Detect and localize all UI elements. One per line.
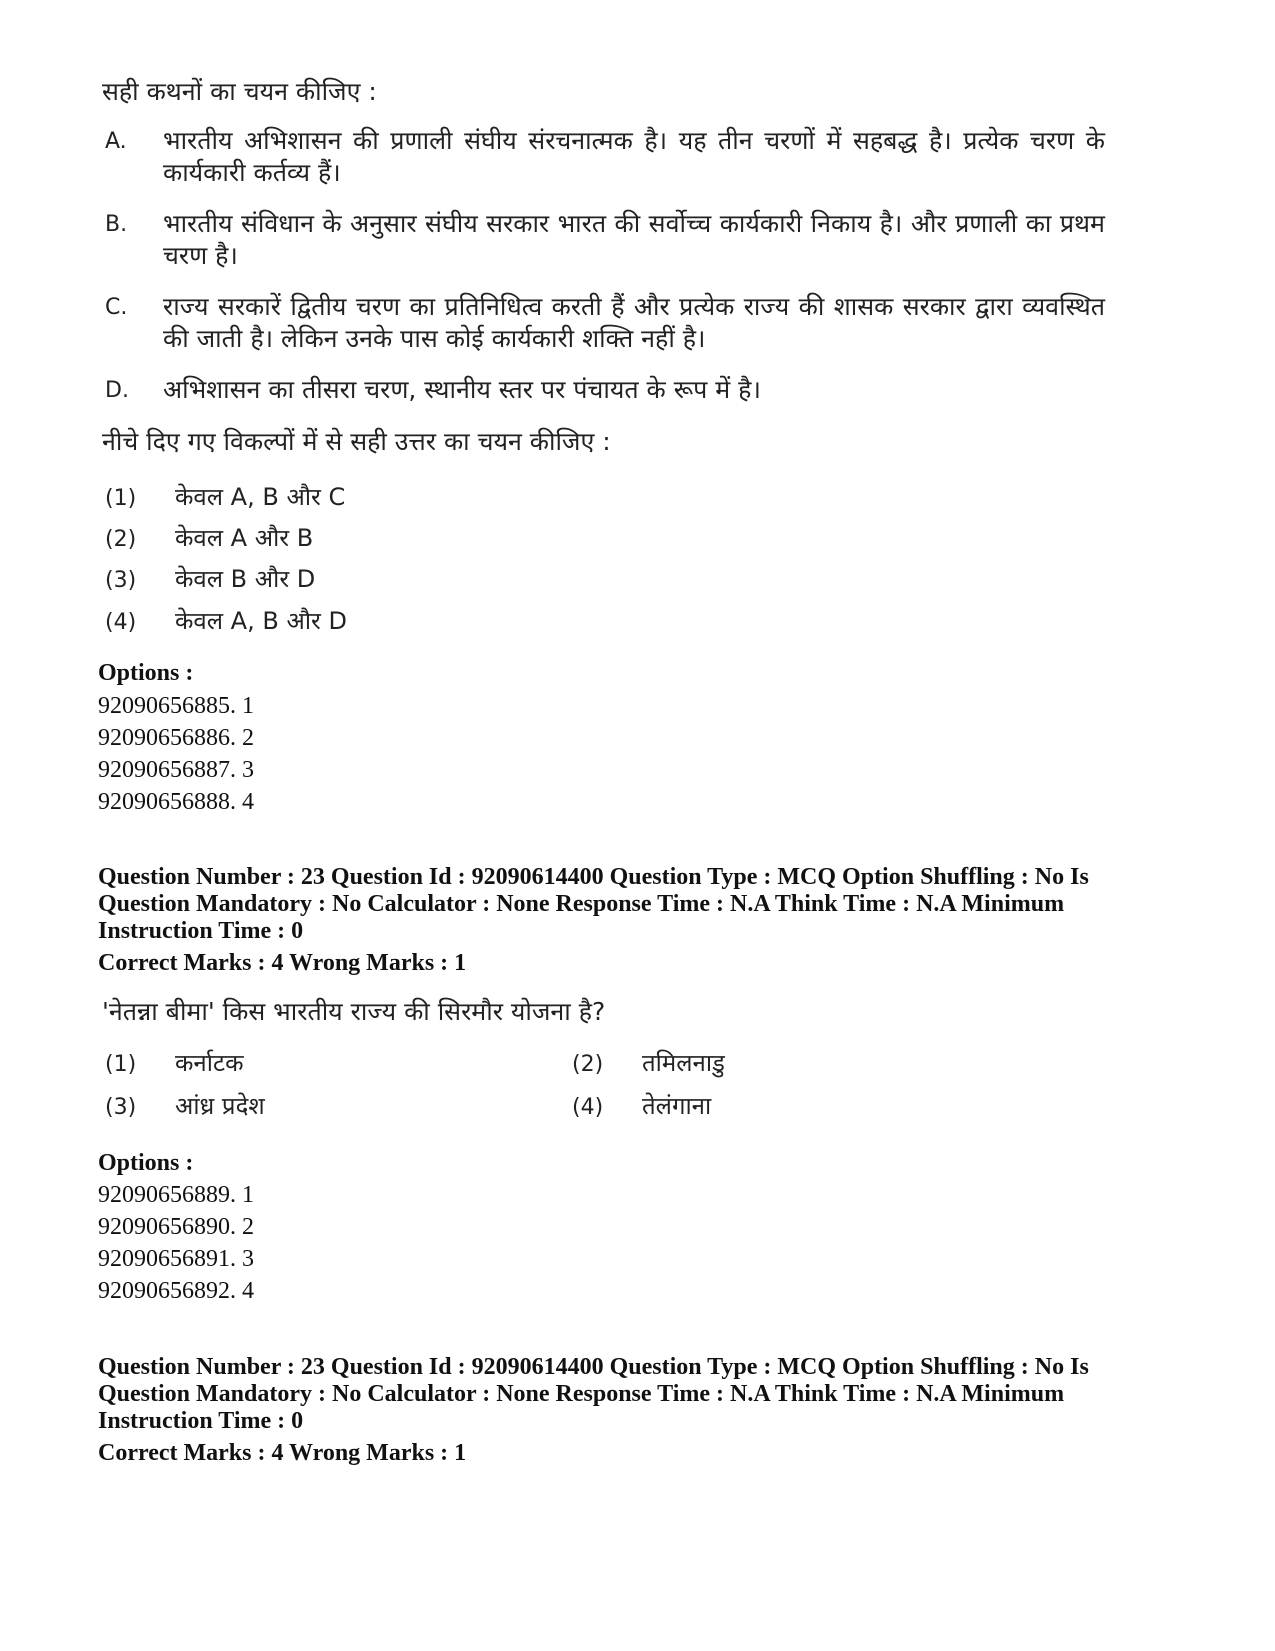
choice-number: (4) [105, 610, 137, 635]
statement-letter: B. [105, 212, 128, 237]
options-label: Options : [98, 660, 194, 686]
question-marks: Correct Marks : 4 Wrong Marks : 1 [98, 950, 467, 976]
choice-text: आंध्र प्रदेश [175, 1092, 265, 1120]
statement-text: राज्य सरकारें द्वितीय चरण का प्रतिनिधित्व करती हैं और प्रत्येक राज्य की शासक सरकार द्वारा व्यवस्थित की जाती है। लेकिन उनके पास कोई कार्यकारी शक्ति नहीं है। [163, 292, 1105, 353]
statement-a [105, 125, 1105, 189]
statement-letter: A. [105, 129, 127, 154]
answer-choice [105, 1046, 244, 1079]
answer-choice [105, 1089, 265, 1122]
option-id: 92090656891. 3 [98, 1246, 254, 1272]
question-meta: Question Number : 23 Question Id : 92090614400 Question Type : MCQ Option Shuffling : No Is Question Mandatory : No Calculator : None Response Time : N.A Think Time : N.A Minimum Instruction Time : 0 [98, 1354, 1089, 1434]
choice-text: केवल A, B और C [175, 483, 346, 511]
choice-number: (3) [105, 568, 137, 593]
option-id: 92090656885. 1 [98, 693, 254, 719]
answer-choice [105, 480, 345, 513]
statement-b [105, 208, 1105, 272]
option-id: 92090656887. 3 [98, 757, 254, 783]
statement-text: भारतीय अभिशासन की प्रणाली संघीय संरचनात्मक है। यह तीन चरणों में सहबद्ध है। प्रत्येक चरण के कार्यकारी कर्तव्य हैं। [163, 126, 1105, 187]
statement-letter: D. [105, 378, 129, 403]
answer-instruction: नीचे दिए गए विकल्पों में से सही उत्तर का चयन कीजिए : [102, 427, 611, 456]
statement-c [105, 291, 1105, 355]
choice-number: (2) [572, 1052, 604, 1077]
choice-text: केवल B और D [175, 565, 316, 593]
answer-choice [105, 521, 313, 554]
answer-choice [105, 604, 347, 637]
statement-text: भारतीय संविधान के अनुसार संघीय सरकार भारत की सर्वोच्च कार्यकारी निकाय है। और प्रणाली का प्रथम चरण है। [163, 209, 1105, 270]
choice-text: तेलंगाना [642, 1092, 712, 1120]
choice-number: (1) [105, 1052, 137, 1077]
choice-text: कर्नाटक [175, 1049, 244, 1077]
question-marks: Correct Marks : 4 Wrong Marks : 1 [98, 1440, 467, 1466]
option-id: 92090656888. 4 [98, 789, 254, 815]
answer-choice [105, 562, 315, 595]
options-label: Options : [98, 1150, 194, 1176]
choice-text: केवल A, B और D [175, 607, 347, 635]
choice-text: केवल A और B [175, 524, 314, 552]
answer-choice [572, 1089, 711, 1122]
statement-text: अभिशासन का तीसरा चरण, स्थानीय स्तर पर पंचायत के रूप में है। [163, 375, 761, 404]
question-prompt: सही कथनों का चयन कीजिए : [102, 77, 377, 106]
choice-number: (1) [105, 486, 137, 511]
answer-choice [572, 1046, 725, 1079]
choice-text: तमिलनाडु [642, 1049, 725, 1077]
choice-number: (3) [105, 1095, 137, 1120]
option-id: 92090656890. 2 [98, 1214, 254, 1240]
choice-number: (2) [105, 527, 137, 552]
statement-letter: C. [105, 295, 128, 320]
option-id: 92090656886. 2 [98, 725, 254, 751]
question-meta: Question Number : 23 Question Id : 92090614400 Question Type : MCQ Option Shuffling : No Is Question Mandatory : No Calculator : None Response Time : N.A Think Time : N.A Minimum Instruction Time : 0 [98, 864, 1089, 944]
choice-number: (4) [572, 1095, 604, 1120]
question-prompt: 'नेतन्ना बीमा' किस भारतीय राज्य की सिरमौर योजना है? [102, 997, 606, 1026]
option-id: 92090656889. 1 [98, 1182, 254, 1208]
option-id: 92090656892. 4 [98, 1278, 254, 1304]
statement-d [105, 374, 1105, 406]
